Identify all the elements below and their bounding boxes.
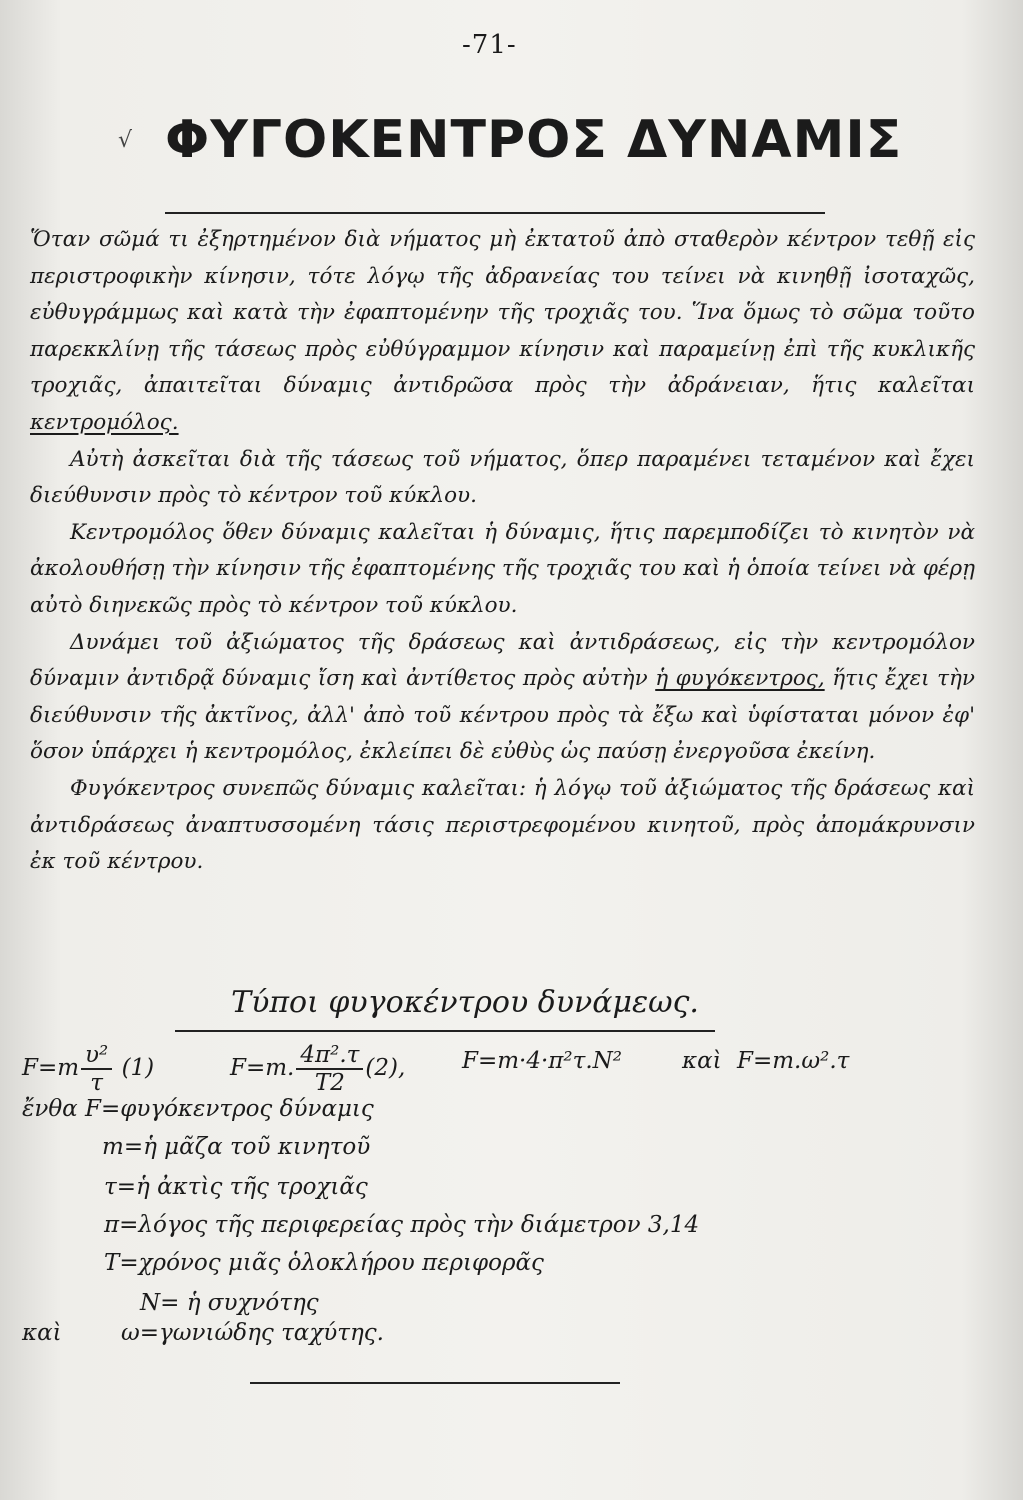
check-mark: √: [118, 128, 133, 153]
paragraph-4: Δυνάμει τοῦ ἀξιώματος τῆς δράσεως καὶ ἀντιδράσεως, εἰς τὴν κεντρομόλον δύναμιν ἀντιδρᾷ δύναμις ἴση καὶ ἀντίθετος πρὸς αὐτὴν ἡ φυγόκεντρος, ἥτις ἔχει τὴν διεύθυνσιν τῆς ἀκτῖνος, ἀλλ' ἀπὸ τοῦ κέντρου πρὸς τὰ ἔξω καὶ ὑφίσταται μόνον ἐφ' ὅσον ὑπάρχει ἡ κεντρομόλος, ἐκλείπει δὲ εὐθὺς ὡς παύσῃ ἐνεργοῦσα ἐκείνη.: [30, 629, 975, 765]
closing-rule: [250, 1382, 620, 1384]
legend-row-frequency: N= ἡ συχνότης: [140, 1290, 319, 1316]
term-fygokentros: ἡ φυγόκεντρος,: [655, 666, 825, 692]
body-text: [30, 222, 975, 881]
legend-row-m: m=ἡ μᾶζα τοῦ κινητοῦ: [102, 1134, 371, 1160]
legend-row-pi: π=λόγος τῆς περιφερείας πρὸς τὴν διάμετρον 3,14: [104, 1212, 700, 1238]
formula-4: F=m.ω².τ: [737, 1048, 850, 1074]
formula-1: F=m $\frac{\text{υ²}}{\tau}$ (1): [22, 1042, 155, 1096]
paragraph-3: Κεντρομόλος ὅθεν δύναμις καλεῖται ἡ δύναμις, ἥτις παρεμποδίζει τὸ κινητὸν νὰ ἀκολουθήσῃ τὴν κίνησιν τῆς ἐφαπτομένης τῆς τροχιᾶς του καὶ ἡ ὁποία τείνει νὰ φέρῃ αὐτὸ διηνεκῶς πρὸς τὸ κέντρον τοῦ κύκλου.: [30, 519, 975, 618]
formula-2: F=m. $\frac{\text{4π².τ}}{T2}$ (2),: [230, 1042, 406, 1096]
legend-row-omega: καὶ ω=γωνιώδης ταχύτης.: [22, 1320, 384, 1346]
title-underline: [165, 212, 825, 214]
formula-3: F=m·4·π²τ.N²: [462, 1048, 623, 1074]
page-title: ΦΥΓΟΚΕΝΤΡΟΣ ΔΥΝΑΜΙΣ: [165, 110, 903, 170]
formulas-subtitle: Τύποι φυγοκέντρου δυνάμεως.: [231, 985, 699, 1020]
paragraph-5: Φυγόκεντρος συνεπῶς δύναμις καλεῖται: ἡ λόγῳ τοῦ ἀξιώματος τῆς δράσεως καὶ ἀντιδράσεως ἀναπτυσσομένη τάσις περιστρεφομένου κινητοῦ, πρὸς ἀπομάκρυνσιν ἐκ τοῦ κέντρου.: [30, 775, 975, 875]
formula-conjunction: καὶ: [682, 1048, 722, 1074]
legend-row-f: ἔνθα F=φυγόκεντρος δύναμις: [22, 1096, 374, 1122]
legend-row-period: T=χρόνος μιᾶς ὁλοκλήρου περιφορᾶς: [104, 1250, 544, 1276]
paragraph-2: Αὐτὴ ἀσκεῖται διὰ τῆς τάσεως τοῦ νήματος, ὅπερ παραμένει τεταμένον καὶ ἔχει διεύθυνσιν πρὸς τὸ κέντρον τοῦ κύκλου.: [30, 446, 975, 509]
legend-row-t: τ=ἡ ἀκτὶς τῆς τροχιᾶς: [104, 1174, 368, 1200]
page-number: -71-: [462, 30, 517, 60]
subtitle-underline: [175, 1030, 715, 1032]
term-kentromolos: κεντρομόλος.: [30, 409, 179, 435]
formula-line: [22, 1036, 982, 1098]
paragraph-1: Ὅταν σῶμά τι ἐξηρτημένον διὰ νήματος μὴ ἐκτατοῦ ἀπὸ σταθερὸν κέντρον τεθῇ εἰς περιστροφικὴν κίνησιν, τότε λόγῳ τῆς ἀδρανείας του τείνει νὰ κινηθῇ ἰσοταχῶς, εὐθυγράμμως καὶ κατὰ τὴν ἐφαπτομένην τῆς τροχιᾶς του. Ἵνα ὅμως τὸ σῶμα τοῦτο παρεκκλίνῃ τῆς τάσεως πρὸς εὐθύγραμμον κίνησιν καὶ παραμείνῃ ἐπὶ τῆς κυκλικῆς τροχιᾶς, ἀπαιτεῖται δύναμις ἀντιδρῶσα πρὸς τὴν ἀδράνειαν, ἥτις καλεῖται κεντρομόλος.: [30, 227, 975, 435]
